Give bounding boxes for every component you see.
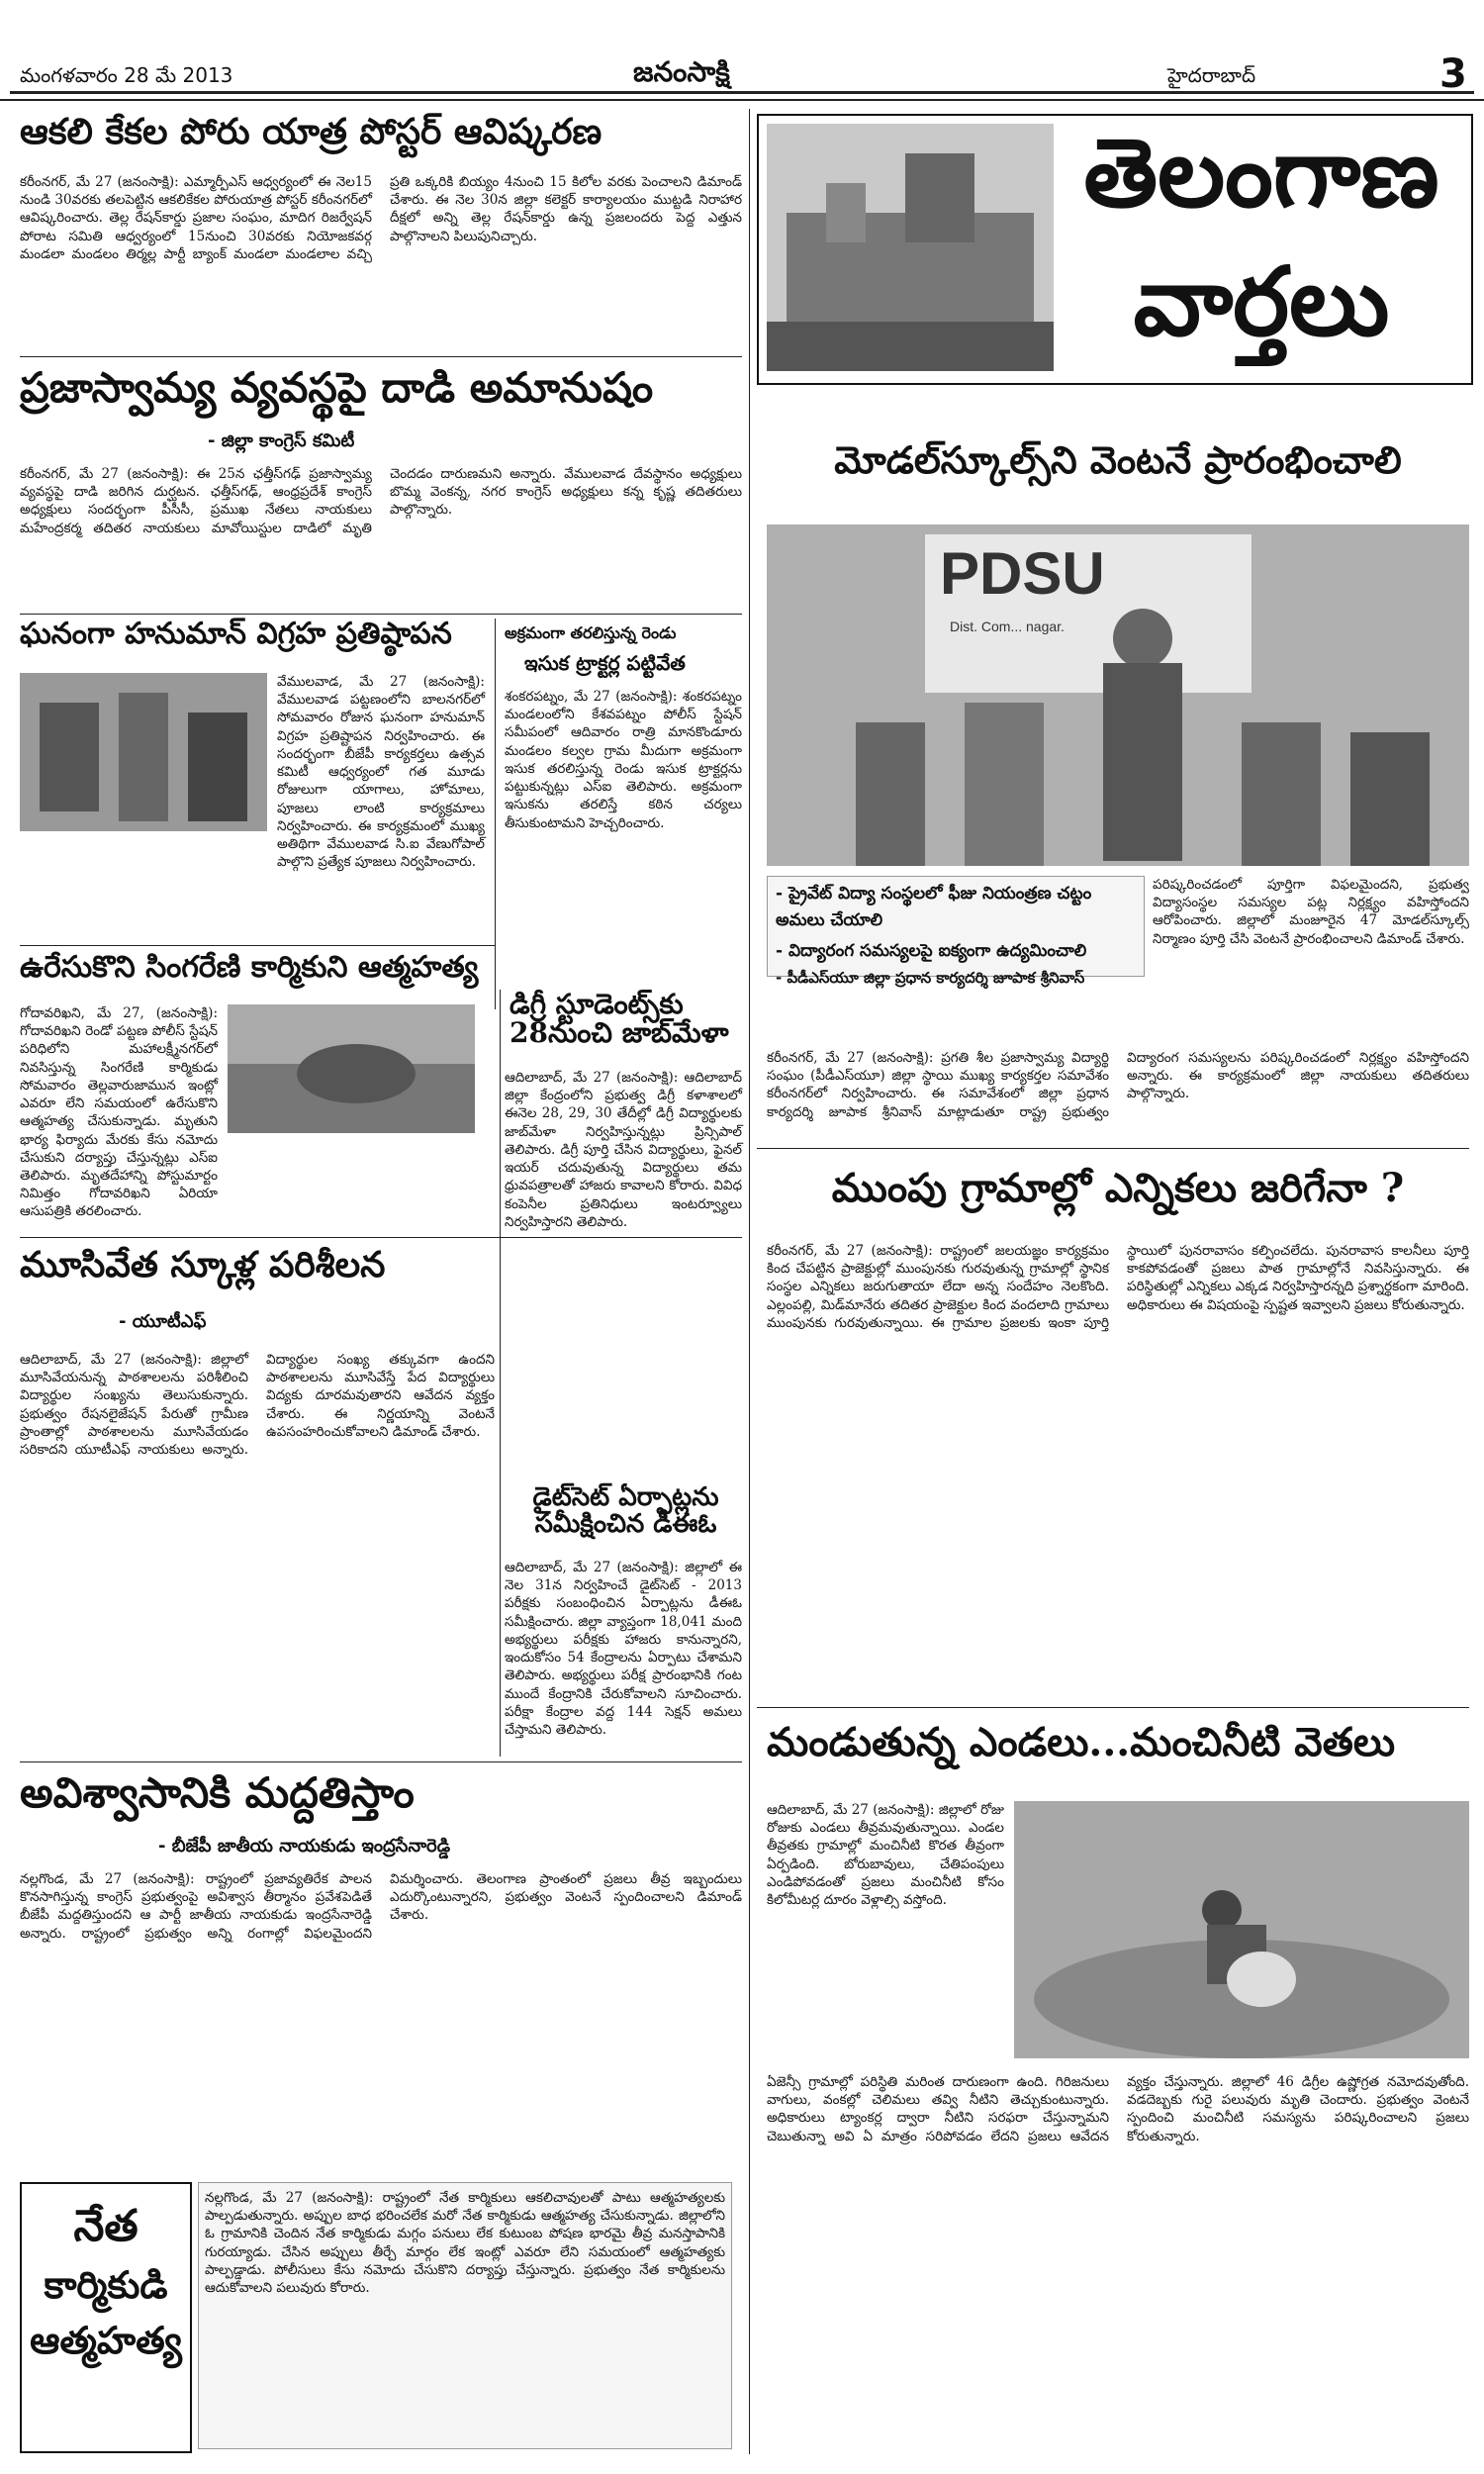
headline-a7: మూసివేత స్కూళ్ల పరిశీలన xyxy=(20,1244,386,1285)
body-a3: వేములవాడ, మే 27 (జనంసాక్షి): వేములవాడ పట్టణంలోని బాలనగర్‌లో సోమవారం రోజున ఘనంగా హనుమాన్ విగ్రహ ప్రతిష్టాపన నిర్వహించారు. ఈ సందర్భంగా బీజేపీ కార్యకర్తలు ఉత్సవ కమిటీ ఆధ్వర్యంలో గత మూడు రోజులుగా యాగాలు, హోమాలు, పూజలు లాంటి కార్యక్రమాలు నిర్వహించారు. ఈ కార్యక్రమంలో ముఖ్య అతిథిగా వేములవాడ సి.ఐ వేణుగోపాల్ పాల్గొని ప్రత్యేక పూజలు నిర్వహించారు. xyxy=(277,674,485,871)
banner-line2: వార్తలు xyxy=(1133,245,1390,357)
photo-sign-text: PDSU xyxy=(940,540,1105,607)
water-illustration xyxy=(1014,1801,1469,2058)
divider xyxy=(20,945,495,946)
body-a10: కరీంనగర్, మే 27 (జనంసాక్షి): ప్రగతి శీల ప్రజాస్వామ్య విద్యార్థి సంఘం (పీడీఎస్‌యూ) జిల్లా స్థాయి ముఖ్య కార్యకర్తల సమావేశం కరీంనగర్‌లో నిర్వహించారు. ఈ సమావేశంలో జిల్లా ప్రధాన కార్యదర్శి జూపాక శ్రీనివాస్ మాట్లాడుతూ రాష్ట్ర ప్రభుత్వం విద్యారంగ సమస్యలను పరిష్కరించడంలో నిర్లక్ష్యం వహిస్తోందని అన్నారు. ఈ కార్యక్రమంలో జిల్లా నాయకులు తదితరులు పాల్గొన్నారు. xyxy=(767,1050,1469,1120)
column-divider xyxy=(749,109,750,2454)
divider xyxy=(20,1761,742,1762)
headline-a4: ఇసుక ట్రాక్టర్ల పట్టివేత xyxy=(524,651,686,675)
photo-illustration xyxy=(228,1004,475,1133)
fort-illustration xyxy=(767,124,1054,371)
headline-box-a13 xyxy=(20,2182,192,2453)
body-a6: ఆదిలాబాద్, మే 27 (జనంసాక్షి): ఆదిలాబాద్ జిల్లా కేంద్రంలోని ప్రభుత్వ డిగ్రీ కళాశాలలో ఈనెల 28, 29, 30 తేదీల్లో డిగ్రీ విద్యార్థులకు జాబ్‌మేళా నిర్వహిస్తున్నట్లు ప్రిన్సిపాల్ తెలిపారు. డిగ్రీ పూర్తి చేసిన విద్యార్థులు, ఫైనల్ ఇయర్ చదువుతున్న విద్యార్థులు తమ ధ్రువపత్రాలతో హాజరు కావాలని కోరారు. వివిధ కంపెనీల ప్రతినిధులు ఇంటర్వ్యూలు నిర్వహిస్తారని తెలిపారు. xyxy=(505,1070,742,1230)
headline-a12: మండుతున్న ఎండలు...మంచినీటి వెతలు xyxy=(767,1719,1396,1765)
body-a10-right: పరిష్కరించడంలో పూర్తిగా విఫలమైందని, ప్రభుత్వ విద్యాసంస్థల సమస్యల పట్ల నిర్లక్ష్యం వహిస్తోందని ఆరోపించారు. జిల్లాలో మంజూరైన 47 మోడల్‌స్కూల్స్ నిర్మాణం పూర్తి చేసి వెంటనే ప్రారంభించాలని డిమాండ్ చేశారు. xyxy=(1153,877,1469,947)
headline-a8: డైట్‌సెట్ ఏర్పాట్లను సమీక్షించిన డీఈఓ xyxy=(532,1482,719,1540)
divider xyxy=(500,990,501,1757)
headline-a13-line3: ఆత్మహత్య xyxy=(30,2318,182,2363)
masthead-logo: జనంసాక్షి xyxy=(633,55,730,88)
divider xyxy=(495,618,496,1009)
masthead-city: హైదరాబాద్ xyxy=(1167,63,1256,87)
headline-a11: ముంపు గ్రామాల్లో ఎన్నికలు జరిగేనా ? xyxy=(831,1165,1405,1211)
masthead-date: మంగళవారం 28 మే 2013 xyxy=(20,63,233,87)
headline-a9: అవిశ్వాసానికి మద్దతిస్తాం xyxy=(20,1768,415,1817)
headline-a2: ప్రజాస్వామ్య వ్యవస్థపై దాడి అమానుషం xyxy=(20,363,654,412)
divider xyxy=(757,1707,1469,1708)
body-a8: ఆదిలాబాద్, మే 27 (జనంసాక్షి): జిల్లాలో ఈ నెల 31న నిర్వహించే డైట్‌సెట్ - 2013 పరీక్షకు సంబంధించిన ఏర్పాట్లను డీఈఓ సమీక్షించారు. జిల్లా వ్యాప్తంగా 18,041 మంది అభ్యర్థులు పరీక్షకు హాజరు కానున్నారని, ఇందుకోసం 54 కేంద్రాలను ఏర్పాటు చేశామని తెలిపారు. అభ్యర్థులు పరీక్ష ప్రారంభానికి గంట ముందే కేంద్రానికి చేరుకోవాలని సూచించారు. పరీక్షా కేంద్రాల వద్ద 144 సెక్షన్ అమలు చేస్తామని తెలిపారు. xyxy=(505,1560,742,1738)
photo-sign-subtext: Dist. Com... nagar. xyxy=(950,618,1065,634)
byline-a2: - జిల్లా కాంగ్రెస్ కమిటీ xyxy=(208,430,355,451)
headline-a5: ఉరేసుకొని సింగరేణి కార్మికుని ఆత్మహత్య xyxy=(20,950,479,985)
headline-a13-line1: నేత xyxy=(73,2201,139,2251)
byline-a7: - యూటీఎఫ్ xyxy=(119,1311,207,1332)
body-a12-top: ఆదిలాబాద్, మే 27 (జనంసాక్షి): జిల్లాలో రోజు రోజుకు ఎండలు తీవ్రమవుతున్నాయి. ఎండల తీవ్రతకు గ్రామాల్లో మంచినీటి కొరత తీవ్రంగా ఏర్పడింది. బోరుబావులు, చేతిపంపులు ఎండిపోవడంతో ప్రజలు మంచినీటి కోసం కిలోమీటర్ల దూరం వెళ్లాల్సి వస్తోంది. xyxy=(767,1802,1004,1909)
photo-water-scarcity xyxy=(1014,1801,1469,2058)
photo-hanuman-ceremony xyxy=(20,673,267,831)
headline-a10: మోడల్‌స్కూల్స్‌ని వెంటనే ప్రారంభించాలి xyxy=(834,437,1402,482)
banner-line1: తెలంగాణ xyxy=(1083,117,1439,229)
photo-golconda-fort xyxy=(767,124,1054,371)
body-a4: శంకరపట్నం, మే 27 (జనంసాక్షి): శంకరపట్నం మండలంలోని కేశవపట్నం పోలీస్ స్టేషన్ సమీపంలో ఆదివారం రాత్రి మానకొండూరు మండలం కల్వల గ్రామ మీదుగా అక్రమంగా ఇసుక తరలిస్తున్న రెండు ఇసుక ట్రాక్టర్లను పట్టుకున్నట్లు ఎస్ఐ తెలిపారు. అక్రమంగా ఇసుకను తరలిస్తే కఠిన చర్యలు తీసుకుంటామని హెచ్చరించారు. xyxy=(505,689,742,831)
bullet-1: - ప్రైవేట్ విద్యా సంస్థలలో ఫీజు నియంత్రణ చట్టం అమలు చేయాలి xyxy=(776,884,1092,931)
headline-a6: డిగ్రీ స్టూడెంట్స్‌కు 28నుంచి జాబ్‌మేళా xyxy=(510,988,729,1050)
byline-a9: - బీజేపీ జాతీయ నాయకుడు ఇంద్రసేనారెడ్డి xyxy=(158,1836,451,1856)
headline-a13-line2: కార్మికుడి xyxy=(44,2262,168,2308)
headline-a1: ఆకలి కేకల పోరు యాత్ర పోస్టర్ ఆవిష్కరణ xyxy=(20,111,603,152)
body-a7: ఆదిలాబాద్, మే 27 (జనంసాక్షి): జిల్లాలో మూసివేయనున్న పాఠశాలలను పరిశీలించి విద్యార్థుల సంఖ్యను తెలుసుకున్నారు. ప్రభుత్వం రేషనలైజేషన్ పేరుతో గ్రామీణ ప్రాంతాల్లో పాఠశాలలను మూసివేయడం సరికాదని యూటీఎఫ్ నాయకులు అన్నారు. విద్యార్థుల సంఖ్య తక్కువగా ఉందని పాఠశాలలను మూసివేస్తే పేద విద్యార్థులు విద్యకు దూరమవుతారని ఆవేదన వ్యక్తం చేశారు. ఈ నిర్ణయాన్ని వెంటనే ఉపసంహరించుకోవాలని డిమాండ్ చేశారు. xyxy=(20,1352,495,1459)
body-a13: నల్లగొండ, మే 27 (జనంసాక్షి): రాష్ట్రంలో నేత కార్మికులు ఆకలిచావులతో పాటు ఆత్మహత్యలకు పాల్పడుతున్నారు. అప్పుల బాధ భరించలేక మరో నేత కార్మికుడు ఆత్మహత్య చేసుకున్నాడు. జిల్లాలోని ఓ గ్రామానికి చెందిన నేత కార్మికుడు మగ్గం పనులు లేక కుటుంబ పోషణ భారమై తీవ్ర మనస్తాపానికి గురయ్యాడు. చేసిన అప్పులు తీర్చే మార్గం లేక ఇంట్లో ఎవరూ లేని సమయంలో ఆత్మహత్యకు పాల్పడ్డాడు. పోలీసులు కేసు నమోదు చేసుకొని దర్యాప్తు చేస్తున్నారు. ప్రభుత్వం నేత కార్మికులను ఆదుకోవాలని పలువురు కోరారు. xyxy=(198,2182,732,2449)
body-a11: కరీంనగర్, మే 27 (జనంసాక్షి): రాష్ట్రంలో జలయజ్ఞం కార్యక్రమం కింద చేపట్టిన ప్రాజెక్టుల్లో ముంపునకు గురవుతున్న గ్రామాల్లో స్థానిక సంస్థల ఎన్నికలు జరుగుతాయా లేదా అన్న సందేహం నెలకొంది. ఎల్లంపల్లి, మిడ్‌మానేరు తదితర ప్రాజెక్టుల కింద వందలాది గ్రామాలు ముంపునకు గురవుతున్నాయి. ఈ గ్రామాల ప్రజలకు ఇంకా పూర్తి స్థాయిలో పునరావాసం కల్పించలేదు. పునరావాస కాలనీలు పూర్తి కాకపోవడంతో ప్రజలు పాత గ్రామాల్లోనే నివసిస్తున్నారు. ఈ పరిస్థితుల్లో ఎన్నికలు ఎక్కడ నిర్వహిస్తారన్నది ప్రశ్నార్థకంగా మారింది. అధికారులు ఈ విషయంపై స్పష్టత ఇవ్వాలని ప్రజలు కోరుతున్నారు. xyxy=(767,1243,1469,1331)
page-number: 3 xyxy=(1439,51,1467,97)
headline-a3: ఘనంగా హనుమాన్ విగ్రహ ప్రతిష్ఠాపన xyxy=(20,617,452,651)
bullet-3: - పీడీఎస్‌యూ జిల్లా ప్రధాన కార్యదర్శి జూపాక శ్రీనివాస్ xyxy=(776,968,1085,987)
divider xyxy=(20,614,742,615)
divider xyxy=(20,356,742,357)
photo-victim xyxy=(228,1004,475,1133)
body-a5-left: గోదావరిఖని, మే 27, (జనంసాక్షి): గోదావరిఖని రెండో పట్టణ పోలీస్ స్టేషన్ పరిధిలోని మహాలక్ష్మీనగర్‌లో నివసిస్తున్న సింగరేణి కార్మికుడు సోమవారం తెల్లవారుజామున ఇంట్లో ఎవరూ లేని సమయంలో ఉరేసుకొని ఆత్మహత్య చేసుకున్నాడు. మృతుని భార్య ఫిర్యాదు మేరకు కేసు నమోదు చేసుకుని దర్యాప్తు చేస్తున్నట్లు ఎస్ఐ తెలిపారు. మృతదేహాన్ని పోస్టుమార్టం నిమిత్తం గోదావరిఖని ఏరియా ఆసుపత్రికి తరలించారు. xyxy=(20,1005,218,1220)
body-a9: నల్లగొండ, మే 27 (జనంసాక్షి): రాష్ట్రంలో ప్రజావ్యతిరేక పాలన కొనసాగిస్తున్న కాంగ్రెస్ ప్రభుత్వంపై అవిశ్వాస తీర్మానం ప్రవేశపెడితే బీజేపీ మద్దతిస్తుందని ఆ పార్టీ జాతీయ నాయకుడు ఇంద్రసేనారెడ్డి అన్నారు. రాష్ట్రంలో ప్రభుత్వం అన్ని రంగాల్లో విఫలమైందని విమర్శించారు. తెలంగాణ ప్రాంతంలో ప్రజలు తీవ్ర ఇబ్బందులు ఎదుర్కొంటున్నారని, ప్రభుత్వం వెంటనే స్పందించాలని డిమాండ్ చేశారు. xyxy=(20,1871,742,1942)
body-a12: ఏజెన్సీ గ్రామాల్లో పరిస్థితి మరింత దారుణంగా ఉంది. గిరిజనులు వాగులు, వంకల్లో చెలిమలు తవ్వి నీటిని తెచ్చుకుంటున్నారు. అధికారులు ట్యాంకర్ల ద్వారా నీటిని సరఫరా చేస్తున్నామని చెబుతున్నా అవి ఏ మాత్రం సరిపోవడం లేదని ప్రజలు ఆవేదన వ్యక్తం చేస్తున్నారు. జిల్లాలో 46 డిగ్రీల ఉష్ణోగ్రత నమోదవుతోంది. వడదెబ్బకు గురై పలువురు మృతి చెందారు. ప్రభుత్వం వెంటనే స్పందించి మంచినీటి సమస్యను పరిష్కరించాలని ప్రజలు కోరుతున్నారు. xyxy=(767,2074,1469,2144)
body-a2: కరీంనగర్, మే 27 (జనంసాక్షి): ఈ 25న ఛత్తీస్‌గఢ్ ప్రజాస్వామ్య వ్యవస్థపై దాడి జరిగిన దుర్ఘటన. ఛత్తీస్‌గఢ్, ఆంధ్రప్రదేశ్ కాంగ్రెస్ అధ్యక్షులు సందర్భంగా పీసీసీ, ప్రముఖ నేతలు నాయకులు మహేంద్రకర్మ తదితర నాయకులు మావోయిస్టుల దాడిలో మృతి చెందడం దారుణమని అన్నారు. వేములవాడ దేవస్థానం అధ్యక్షులు బొమ్మ వెంకన్న, నగర కాంగ్రెస్ అధ్యక్షులు కన్న కృష్ణ తదితరులు పాల్గొన్నారు. xyxy=(20,466,742,536)
divider xyxy=(757,1148,1469,1149)
kicker-a4: అక్రమంగా తరలిస్తున్న రెండు xyxy=(505,623,677,642)
bullets-box-a10 xyxy=(767,876,1145,987)
photo-illustration xyxy=(20,673,267,831)
body-a1: కరీంనగర్, మే 27 (జనంసాక్షి): ఎమ్మార్పీఎస్ ఆధ్వర్యంలో ఈ నెల15 నుండి 30వరకు తలపెట్టిన ఆకలికేకల పోరుయాత్ర పోస్టర్ కరీంనగర్‌లో ఆవిష్కరించారు. తెల్ల రేషన్‌కార్డు ప్రజాల సంఘం, మాదిగ రిజర్వేషన్ పోరాట సమితి ఆధ్వర్యంలో 15నుంచి 30వరకు నియోజకవర్గ మండలా మండలం తిర్మల్ల పార్టీ బ్యాంక్ మండలా మండలాల వచ్చి ప్రతి ఒక్కరికి బియ్యం 4నుంచి 15 కిలోల వరకు పెంచాలని డిమాండ్ చేశారు. ఈ నెల 30న జిల్లా కలెక్టర్ కార్యాలయం ముట్టడి నిరాహార దీక్షలో అన్ని తెల్ల రేషన్‌కార్డు ఉన్న ప్రజలందరు పెద్ద ఎత్తున పాల్గొనాలని పిలుపునిచ్చారు. xyxy=(20,174,742,262)
bullet-2: - విద్యారంగ సమస్యలపై ఐక్యంగా ఉద్యమించాలి xyxy=(776,941,1087,962)
